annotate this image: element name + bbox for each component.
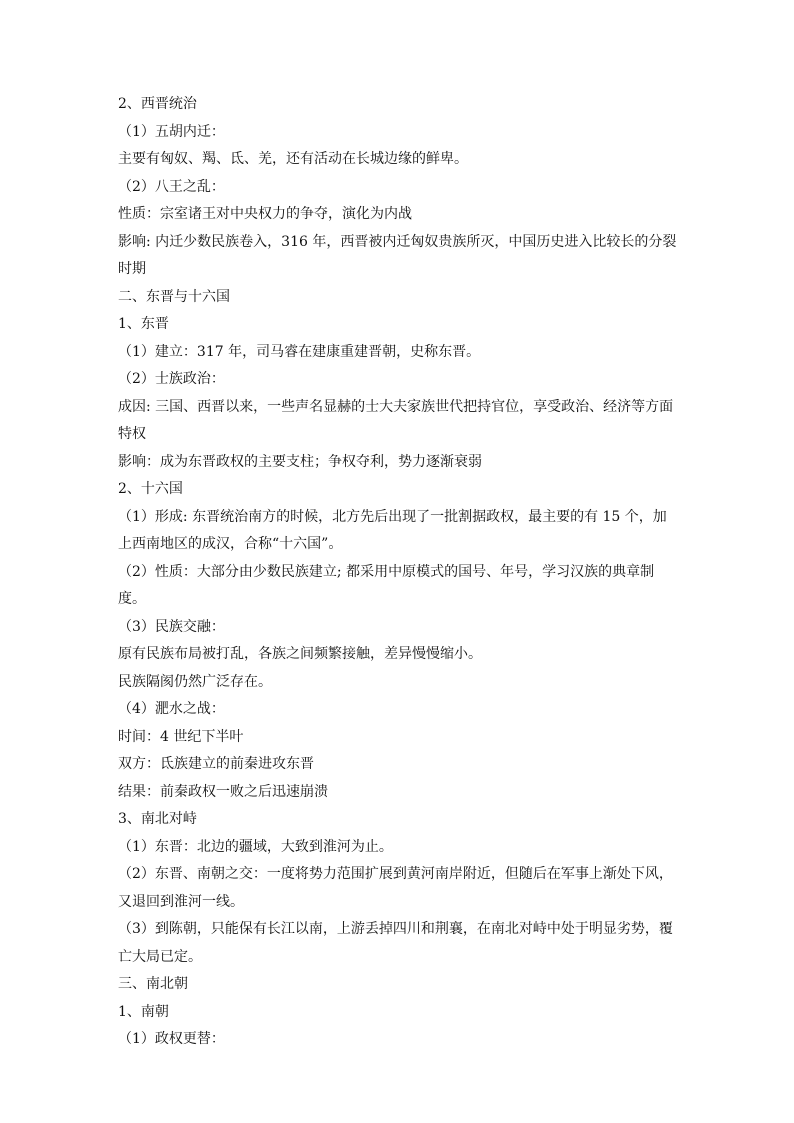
subheading-gentry-politics: （2）士族政治： xyxy=(118,371,225,387)
paragraph-gentry-impact: 影响：成为东晋政权的主要支柱；争权夺利，势力逐渐衰弱 xyxy=(118,453,482,470)
subheading-ethnic-fusion: （3）民族交融： xyxy=(118,618,225,635)
paragraph-sixteen-kingdoms-formation: （1）形成: 东晋统治南方的时候，北方先后出现了一批割据政权，最主要的有 15 个，加上西南地区的成汉，合称“十六国”。 xyxy=(118,508,667,552)
chapter-heading-eastern-jin-sixteen-kingdoms: 二、东晋与十六国 xyxy=(118,288,230,305)
paragraph-gentry-cause: 成因: 三国、西晋以来，一些声名显赫的士大夫家族世代把持官位，享受政治、经济等方面特权 xyxy=(118,398,674,442)
paragraph-eastern-jin-founding: （1）建立：317 年，司马睿在建康重建晋朝，史称东晋。 xyxy=(118,343,481,360)
section-heading-western-jin-rule: 2、西晋统治 xyxy=(118,96,197,112)
paragraph-sixteen-kingdoms-nature: （2）性质：大部分由少数民族建立; 都采用中原模式的国号、年号，学习汉族的典章制度。 xyxy=(118,563,655,607)
paragraph-ethnic-fusion-2: 民族隔阂仍然广泛存在。 xyxy=(118,673,272,690)
paragraph-battle-time: 时间：4 世纪下半叶 xyxy=(118,728,244,745)
paragraph-eight-princes-impact: 影响: 内迁少数民族卷入，316 年，西晋被内迁匈奴贵族所灭，中国历史进入比较长的分裂时期 xyxy=(118,233,677,277)
paragraph-five-hu: 主要有匈奴、羯、氐、羌，还有活动在长城边缘的鲜卑。 xyxy=(118,151,468,167)
paragraph-standoff-eastern-jin: （1）东晋：北边的疆域，大致到淮河为止。 xyxy=(118,838,393,855)
section-heading-southern-dynasties: 1、南朝 xyxy=(118,1003,169,1020)
paragraph-battle-result: 结果：前秦政权一败之后迅速崩溃 xyxy=(118,783,328,800)
subheading-battle-of-fei-river: （4）淝水之战： xyxy=(118,701,225,717)
subheading-eight-princes: （2）八王之乱： xyxy=(118,178,225,195)
paragraph-ethnic-fusion-1: 原有民族布局被打乱，各族之间频繁接触，差异慢慢缩小。 xyxy=(118,646,482,662)
paragraph-standoff-transition: （2）东晋、南朝之交：一度将势力范围扩展到黄河南岸附近，但随后在军事上渐处下风，又退回到淮河一线。 xyxy=(118,866,673,910)
section-heading-north-south-standoff: 3、南北对峙 xyxy=(118,811,197,827)
chapter-heading-northern-southern-dynasties: 三、南北朝 xyxy=(118,976,188,992)
paragraph-standoff-chen: （3）到陈朝，只能保有长江以南，上游丢掉四川和荆襄，在南北对峙中处于明显劣势，覆亡大局已定。 xyxy=(118,921,673,965)
section-heading-eastern-jin: 1、东晋 xyxy=(118,316,169,332)
paragraph-battle-sides: 双方：氐族建立的前秦进攻东晋 xyxy=(118,756,314,772)
subheading-regime-succession: （1）政权更替： xyxy=(118,1031,225,1047)
section-heading-sixteen-kingdoms: 2、十六国 xyxy=(118,481,183,497)
paragraph-eight-princes-nature: 性质：宗室诸王对中央权力的争夺，演化为内战 xyxy=(118,206,412,222)
subheading-five-hu-migration: （1）五胡内迁： xyxy=(118,123,225,140)
document-body xyxy=(118,91,678,1054)
